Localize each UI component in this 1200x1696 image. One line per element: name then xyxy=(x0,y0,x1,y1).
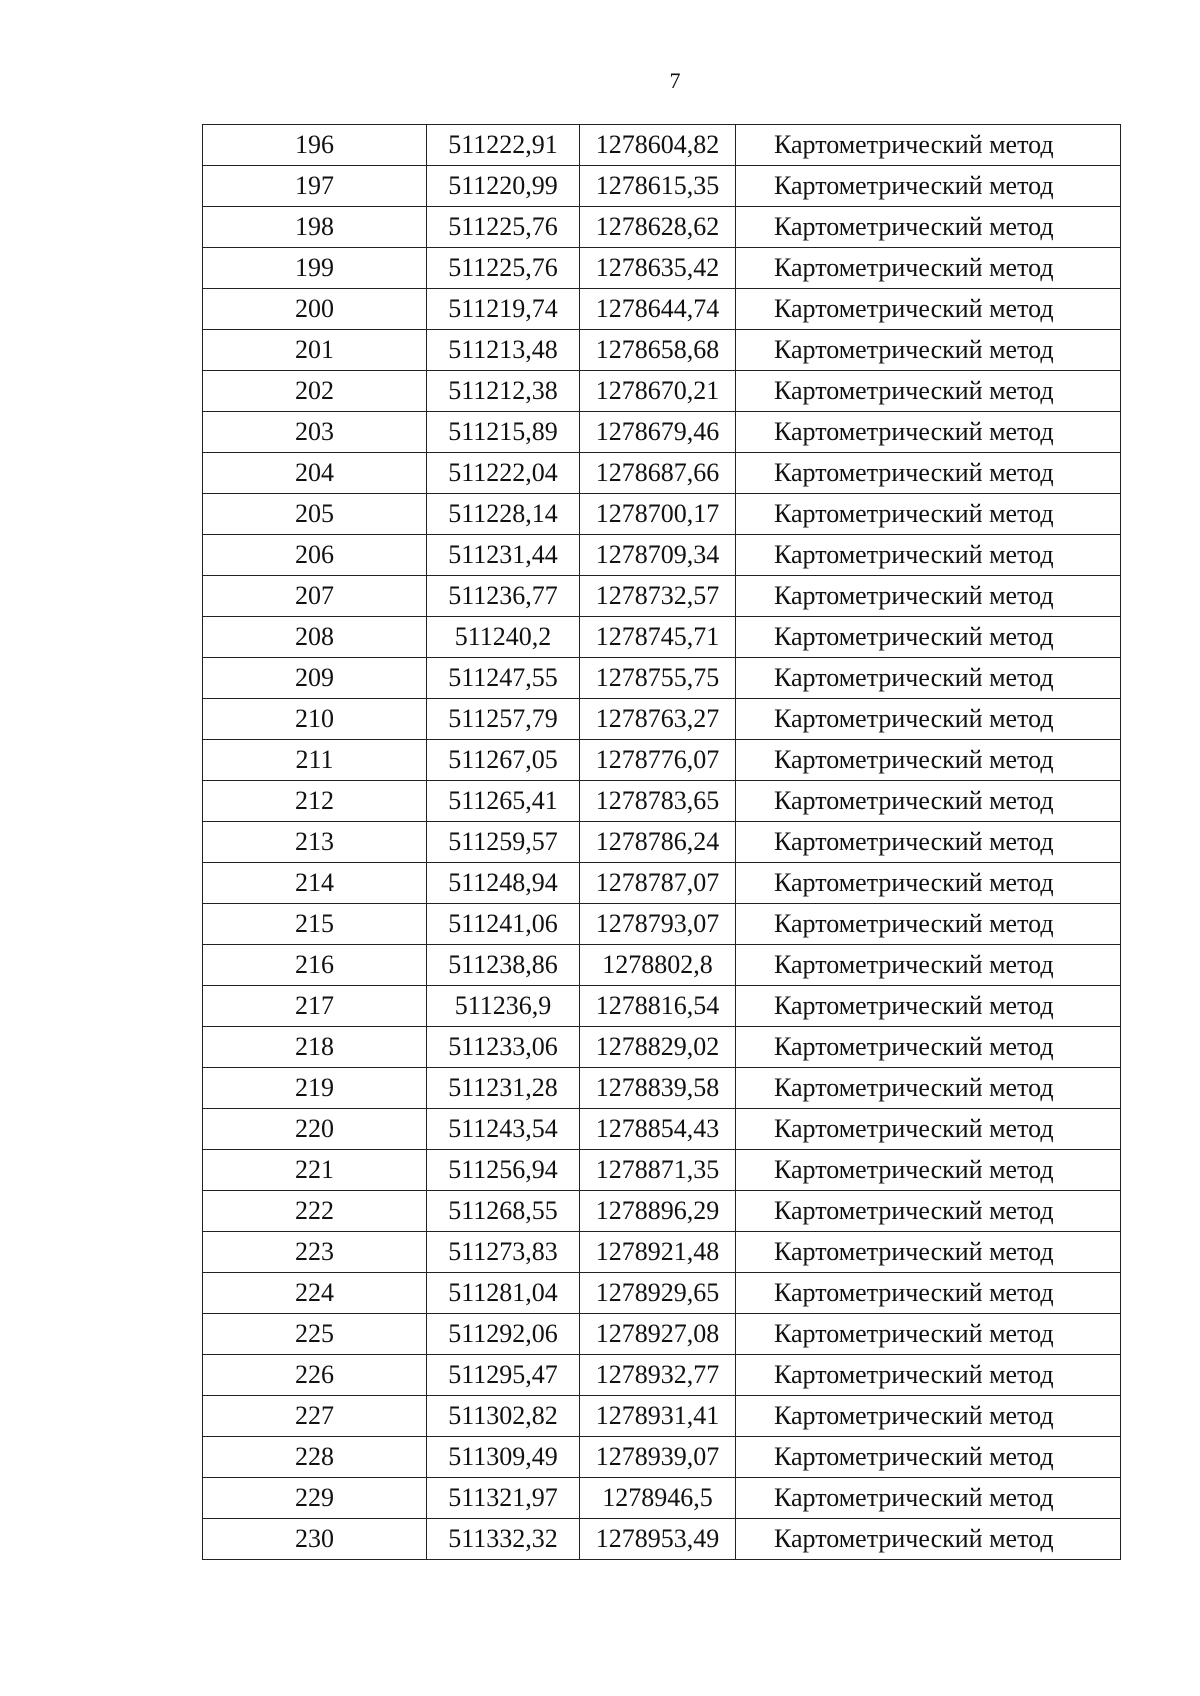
method-cell: Картометрический метод xyxy=(736,1150,1121,1191)
table-row xyxy=(203,535,1121,576)
table-row xyxy=(203,412,1121,453)
point-number-cell: 197 xyxy=(203,166,427,207)
method-cell: Картометрический метод xyxy=(736,207,1121,248)
y-coordinate-cell: 1278776,07 xyxy=(580,740,736,781)
y-coordinate-cell: 1278763,27 xyxy=(580,699,736,740)
method-cell: Картометрический метод xyxy=(736,535,1121,576)
y-coordinate-cell: 1278896,29 xyxy=(580,1191,736,1232)
point-number-cell: 222 xyxy=(203,1191,427,1232)
x-coordinate-cell: 511247,55 xyxy=(427,658,580,699)
table-row xyxy=(203,248,1121,289)
y-coordinate-cell: 1278927,08 xyxy=(580,1314,736,1355)
table-row xyxy=(203,863,1121,904)
y-coordinate-cell: 1278953,49 xyxy=(580,1519,736,1560)
table-row xyxy=(203,658,1121,699)
point-number-cell: 230 xyxy=(203,1519,427,1560)
table-body xyxy=(203,125,1121,1560)
y-coordinate-cell: 1278787,07 xyxy=(580,863,736,904)
table-row xyxy=(203,125,1121,166)
y-coordinate-cell: 1278700,17 xyxy=(580,494,736,535)
method-cell: Картометрический метод xyxy=(736,945,1121,986)
table-row xyxy=(203,781,1121,822)
x-coordinate-cell: 511309,49 xyxy=(427,1437,580,1478)
point-number-cell: 203 xyxy=(203,412,427,453)
y-coordinate-cell: 1278793,07 xyxy=(580,904,736,945)
method-cell: Картометрический метод xyxy=(736,822,1121,863)
table-row xyxy=(203,699,1121,740)
method-cell: Картометрический метод xyxy=(736,699,1121,740)
point-number-cell: 206 xyxy=(203,535,427,576)
x-coordinate-cell: 511233,06 xyxy=(427,1027,580,1068)
point-number-cell: 213 xyxy=(203,822,427,863)
x-coordinate-cell: 511321,97 xyxy=(427,1478,580,1519)
x-coordinate-cell: 511212,38 xyxy=(427,371,580,412)
x-coordinate-cell: 511213,48 xyxy=(427,330,580,371)
y-coordinate-cell: 1278658,68 xyxy=(580,330,736,371)
x-coordinate-cell: 511241,06 xyxy=(427,904,580,945)
point-number-cell: 229 xyxy=(203,1478,427,1519)
x-coordinate-cell: 511332,32 xyxy=(427,1519,580,1560)
point-number-cell: 202 xyxy=(203,371,427,412)
method-cell: Картометрический метод xyxy=(736,494,1121,535)
x-coordinate-cell: 511259,57 xyxy=(427,822,580,863)
method-cell: Картометрический метод xyxy=(736,1027,1121,1068)
point-number-cell: 225 xyxy=(203,1314,427,1355)
method-cell: Картометрический метод xyxy=(736,1314,1121,1355)
table-row xyxy=(203,1232,1121,1273)
point-number-cell: 207 xyxy=(203,576,427,617)
y-coordinate-cell: 1278615,35 xyxy=(580,166,736,207)
x-coordinate-cell: 511248,94 xyxy=(427,863,580,904)
method-cell: Картометрический метод xyxy=(736,371,1121,412)
point-number-cell: 228 xyxy=(203,1437,427,1478)
y-coordinate-cell: 1278871,35 xyxy=(580,1150,736,1191)
method-cell: Картометрический метод xyxy=(736,1519,1121,1560)
point-number-cell: 209 xyxy=(203,658,427,699)
point-number-cell: 227 xyxy=(203,1396,427,1437)
x-coordinate-cell: 511240,2 xyxy=(427,617,580,658)
y-coordinate-cell: 1278679,46 xyxy=(580,412,736,453)
method-cell: Картометрический метод xyxy=(736,1273,1121,1314)
point-number-cell: 204 xyxy=(203,453,427,494)
table-row xyxy=(203,207,1121,248)
point-number-cell: 215 xyxy=(203,904,427,945)
table-row xyxy=(203,1478,1121,1519)
point-number-cell: 214 xyxy=(203,863,427,904)
x-coordinate-cell: 511265,41 xyxy=(427,781,580,822)
y-coordinate-cell: 1278709,34 xyxy=(580,535,736,576)
x-coordinate-cell: 511302,82 xyxy=(427,1396,580,1437)
y-coordinate-cell: 1278635,42 xyxy=(580,248,736,289)
x-coordinate-cell: 511267,05 xyxy=(427,740,580,781)
point-number-cell: 218 xyxy=(203,1027,427,1068)
method-cell: Картометрический метод xyxy=(736,1191,1121,1232)
x-coordinate-cell: 511225,76 xyxy=(427,248,580,289)
x-coordinate-cell: 511215,89 xyxy=(427,412,580,453)
x-coordinate-cell: 511228,14 xyxy=(427,494,580,535)
table-row xyxy=(203,1355,1121,1396)
table-row xyxy=(203,1109,1121,1150)
point-number-cell: 217 xyxy=(203,986,427,1027)
y-coordinate-cell: 1278939,07 xyxy=(580,1437,736,1478)
y-coordinate-cell: 1278839,58 xyxy=(580,1068,736,1109)
method-cell: Картометрический метод xyxy=(736,1068,1121,1109)
point-number-cell: 212 xyxy=(203,781,427,822)
point-number-cell: 223 xyxy=(203,1232,427,1273)
table-row xyxy=(203,453,1121,494)
y-coordinate-cell: 1278829,02 xyxy=(580,1027,736,1068)
table-row xyxy=(203,822,1121,863)
coordinates-table xyxy=(202,124,1121,1560)
x-coordinate-cell: 511231,28 xyxy=(427,1068,580,1109)
table-row xyxy=(203,1150,1121,1191)
x-coordinate-cell: 511225,76 xyxy=(427,207,580,248)
point-number-cell: 224 xyxy=(203,1273,427,1314)
method-cell: Картометрический метод xyxy=(736,1396,1121,1437)
x-coordinate-cell: 511257,79 xyxy=(427,699,580,740)
table-row xyxy=(203,576,1121,617)
point-number-cell: 220 xyxy=(203,1109,427,1150)
y-coordinate-cell: 1278628,62 xyxy=(580,207,736,248)
y-coordinate-cell: 1278786,24 xyxy=(580,822,736,863)
method-cell: Картометрический метод xyxy=(736,1109,1121,1150)
point-number-cell: 201 xyxy=(203,330,427,371)
point-number-cell: 205 xyxy=(203,494,427,535)
y-coordinate-cell: 1278644,74 xyxy=(580,289,736,330)
method-cell: Картометрический метод xyxy=(736,125,1121,166)
point-number-cell: 211 xyxy=(203,740,427,781)
point-number-cell: 199 xyxy=(203,248,427,289)
x-coordinate-cell: 511231,44 xyxy=(427,535,580,576)
y-coordinate-cell: 1278921,48 xyxy=(580,1232,736,1273)
method-cell: Картометрический метод xyxy=(736,781,1121,822)
table-row xyxy=(203,904,1121,945)
y-coordinate-cell: 1278802,8 xyxy=(580,945,736,986)
table-row xyxy=(203,1027,1121,1068)
x-coordinate-cell: 511273,83 xyxy=(427,1232,580,1273)
x-coordinate-cell: 511219,74 xyxy=(427,289,580,330)
y-coordinate-cell: 1278783,65 xyxy=(580,781,736,822)
y-coordinate-cell: 1278931,41 xyxy=(580,1396,736,1437)
point-number-cell: 208 xyxy=(203,617,427,658)
y-coordinate-cell: 1278732,57 xyxy=(580,576,736,617)
table-row xyxy=(203,371,1121,412)
table-row xyxy=(203,1068,1121,1109)
method-cell: Картометрический метод xyxy=(736,453,1121,494)
point-number-cell: 200 xyxy=(203,289,427,330)
y-coordinate-cell: 1278670,21 xyxy=(580,371,736,412)
method-cell: Картометрический метод xyxy=(736,986,1121,1027)
x-coordinate-cell: 511268,55 xyxy=(427,1191,580,1232)
x-coordinate-cell: 511292,06 xyxy=(427,1314,580,1355)
table-row xyxy=(203,617,1121,658)
table-row xyxy=(203,1437,1121,1478)
method-cell: Картометрический метод xyxy=(736,1355,1121,1396)
point-number-cell: 196 xyxy=(203,125,427,166)
x-coordinate-cell: 511238,86 xyxy=(427,945,580,986)
point-number-cell: 219 xyxy=(203,1068,427,1109)
y-coordinate-cell: 1278604,82 xyxy=(580,125,736,166)
method-cell: Картометрический метод xyxy=(736,658,1121,699)
x-coordinate-cell: 511243,54 xyxy=(427,1109,580,1150)
x-coordinate-cell: 511295,47 xyxy=(427,1355,580,1396)
y-coordinate-cell: 1278854,43 xyxy=(580,1109,736,1150)
table-row xyxy=(203,1191,1121,1232)
table-row xyxy=(203,166,1121,207)
x-coordinate-cell: 511256,94 xyxy=(427,1150,580,1191)
table-row xyxy=(203,289,1121,330)
method-cell: Картометрический метод xyxy=(736,863,1121,904)
method-cell: Картометрический метод xyxy=(736,904,1121,945)
table-row xyxy=(203,1273,1121,1314)
x-coordinate-cell: 511222,04 xyxy=(427,453,580,494)
x-coordinate-cell: 511281,04 xyxy=(427,1273,580,1314)
table-row xyxy=(203,1314,1121,1355)
y-coordinate-cell: 1278755,75 xyxy=(580,658,736,699)
x-coordinate-cell: 511220,99 xyxy=(427,166,580,207)
table-row xyxy=(203,1396,1121,1437)
x-coordinate-cell: 511236,9 xyxy=(427,986,580,1027)
method-cell: Картометрический метод xyxy=(736,1232,1121,1273)
table-row xyxy=(203,494,1121,535)
y-coordinate-cell: 1278932,77 xyxy=(580,1355,736,1396)
method-cell: Картометрический метод xyxy=(736,1478,1121,1519)
table-row xyxy=(203,330,1121,371)
method-cell: Картометрический метод xyxy=(736,289,1121,330)
method-cell: Картометрический метод xyxy=(736,248,1121,289)
y-coordinate-cell: 1278946,5 xyxy=(580,1478,736,1519)
method-cell: Картометрический метод xyxy=(736,330,1121,371)
method-cell: Картометрический метод xyxy=(736,740,1121,781)
y-coordinate-cell: 1278687,66 xyxy=(580,453,736,494)
x-coordinate-cell: 511236,77 xyxy=(427,576,580,617)
table-row xyxy=(203,740,1121,781)
method-cell: Картометрический метод xyxy=(736,1437,1121,1478)
method-cell: Картометрический метод xyxy=(736,412,1121,453)
y-coordinate-cell: 1278745,71 xyxy=(580,617,736,658)
table-row xyxy=(203,1519,1121,1560)
x-coordinate-cell: 511222,91 xyxy=(427,125,580,166)
method-cell: Картометрический метод xyxy=(736,576,1121,617)
page-number: 7 xyxy=(669,68,681,93)
point-number-cell: 210 xyxy=(203,699,427,740)
table-row xyxy=(203,986,1121,1027)
point-number-cell: 226 xyxy=(203,1355,427,1396)
y-coordinate-cell: 1278816,54 xyxy=(580,986,736,1027)
point-number-cell: 198 xyxy=(203,207,427,248)
method-cell: Картометрический метод xyxy=(736,166,1121,207)
point-number-cell: 221 xyxy=(203,1150,427,1191)
table-row xyxy=(203,945,1121,986)
method-cell: Картометрический метод xyxy=(736,617,1121,658)
point-number-cell: 216 xyxy=(203,945,427,986)
y-coordinate-cell: 1278929,65 xyxy=(580,1273,736,1314)
